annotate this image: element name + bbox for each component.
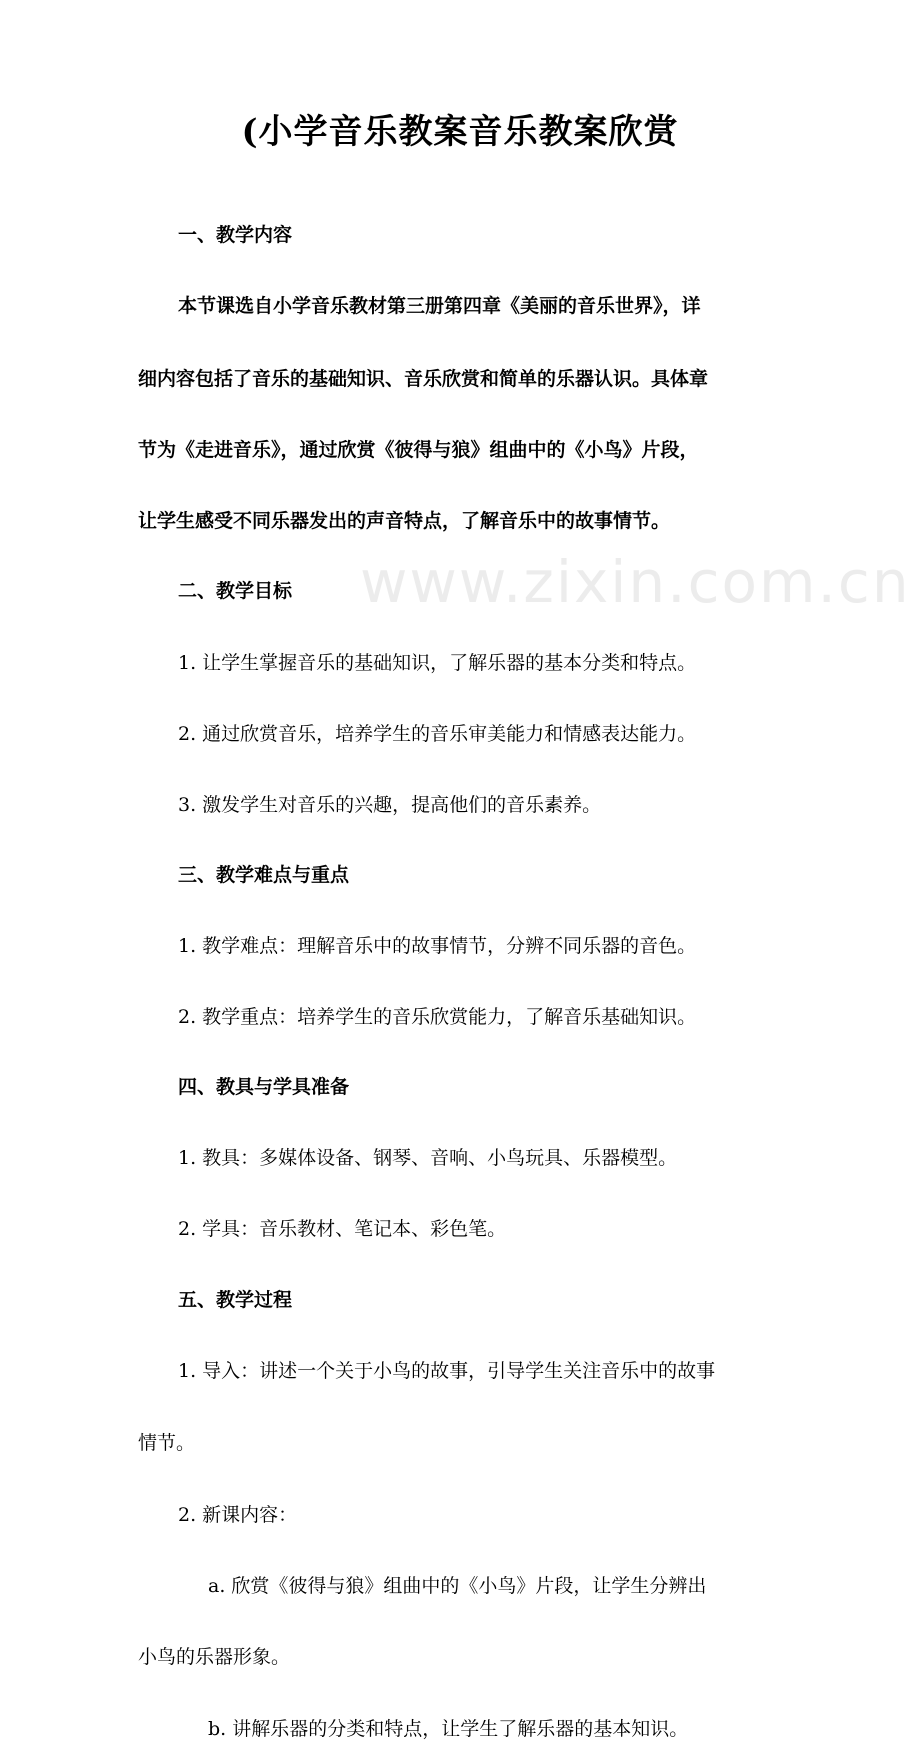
section-heading-content: 一、教学内容 [178, 224, 293, 246]
objective-item-2: 2. 通过欣赏音乐，培养学生的音乐审美能力和情感表达能力。 [178, 723, 697, 745]
watermark: www.zixin.com.cn [360, 548, 911, 616]
process-item-1-line-2: 情节。 [138, 1432, 196, 1454]
content-paragraph-line-2: 细内容包括了音乐的基础知识、音乐欣赏和简单的乐器认识。具体章 [138, 368, 709, 390]
process-item-2: 2. 新课内容： [178, 1504, 298, 1526]
content-paragraph-line-3: 节为《走进音乐》，通过欣赏《彼得与狼》组曲中的《小鸟》片段， [138, 439, 699, 461]
process-item-2a-line-2: 小鸟的乐器形象。 [138, 1646, 291, 1668]
process-item-1-line-1: 1. 导入：讲述一个关于小鸟的故事，引导学生关注音乐中的故事 [178, 1360, 716, 1382]
section-heading-materials: 四、教具与学具准备 [178, 1076, 350, 1098]
section-heading-keypoints: 三、教学难点与重点 [178, 864, 350, 886]
keypoint-item-2: 2. 教学重点：培养学生的音乐欣赏能力，了解音乐基础知识。 [178, 1006, 697, 1028]
section-heading-objectives: 二、教学目标 [178, 580, 293, 602]
materials-item-1: 1. 教具：多媒体设备、钢琴、音响、小鸟玩具、乐器模型。 [178, 1147, 678, 1169]
objective-item-3: 3. 激发学生对音乐的兴趣，提高他们的音乐素养。 [178, 794, 602, 816]
objective-item-1: 1. 让学生掌握音乐的基础知识，了解乐器的基本分类和特点。 [178, 652, 697, 674]
process-item-2b: b. 讲解乐器的分类和特点，让学生了解乐器的基本知识。 [208, 1718, 689, 1740]
section-heading-process: 五、教学过程 [178, 1289, 293, 1311]
content-paragraph-line-4: 让学生感受不同乐器发出的声音特点，了解音乐中的故事情节。 [138, 510, 671, 532]
document-title: (小学音乐教案音乐教案欣赏 [241, 112, 679, 152]
keypoint-item-1: 1. 教学难点：理解音乐中的故事情节，分辨不同乐器的音色。 [178, 935, 697, 957]
content-paragraph-line-1: 本节课选自小学音乐教材第三册第四章《美丽的音乐世界》，详 [178, 295, 701, 317]
process-item-2a-line-1: a. 欣赏《彼得与狼》组曲中的《小鸟》片段，让学生分辨出 [208, 1575, 707, 1597]
materials-item-2: 2. 学具：音乐教材、笔记本、彩色笔。 [178, 1218, 507, 1240]
